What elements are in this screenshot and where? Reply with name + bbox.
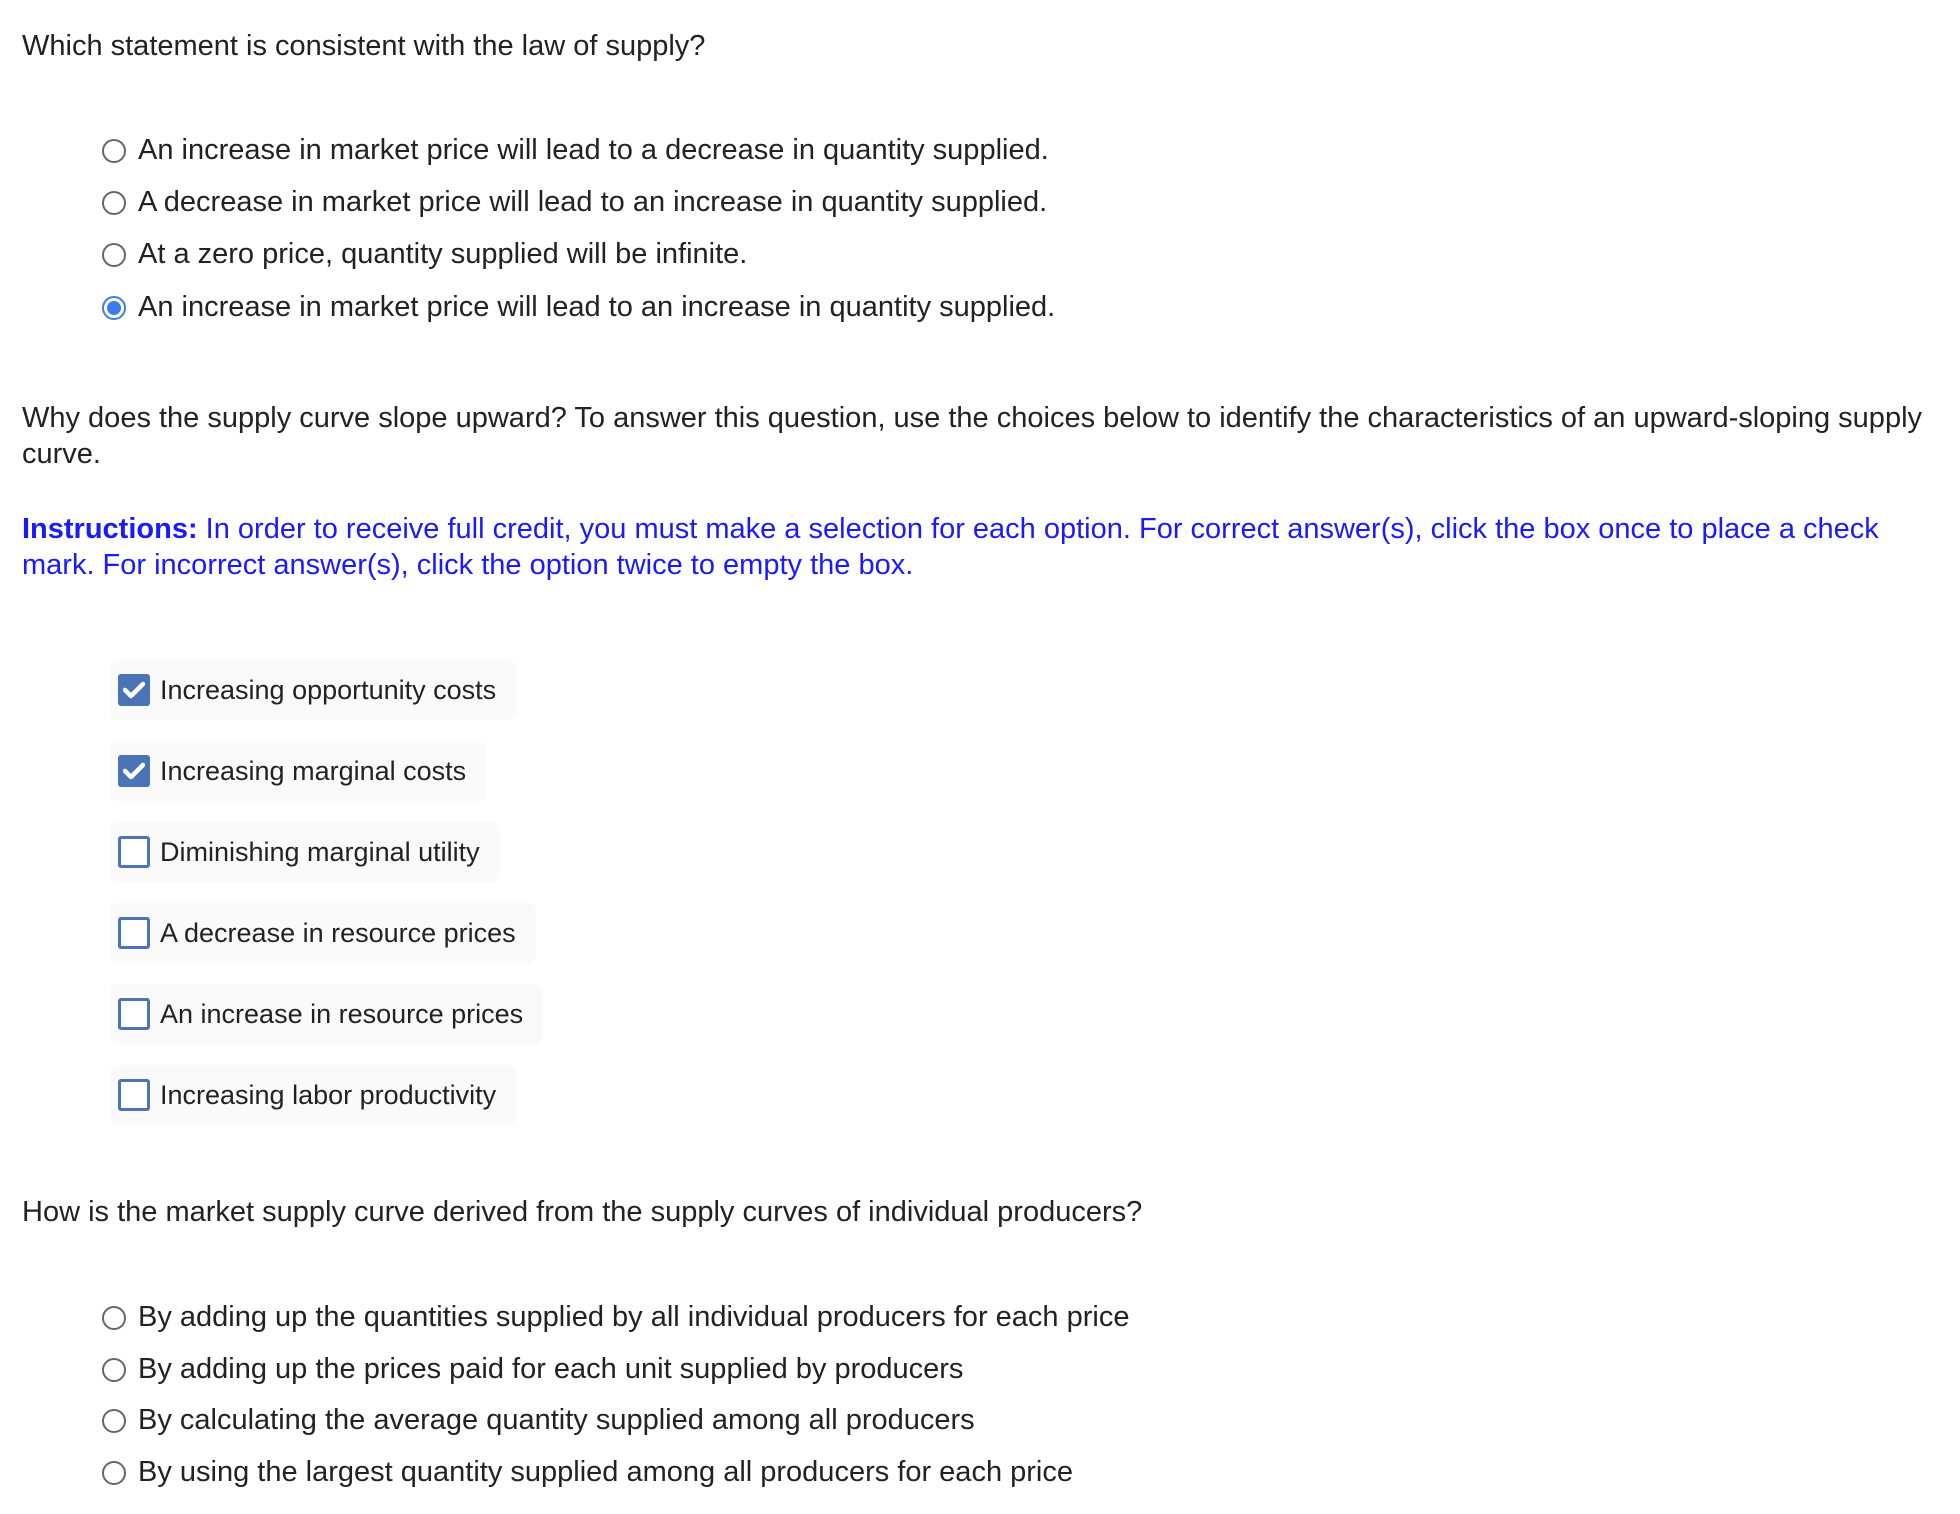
option-label: Diminishing marginal utility bbox=[160, 836, 480, 867]
checkbox-option[interactable] bbox=[110, 741, 486, 801]
q1-option[interactable] bbox=[102, 186, 1047, 219]
option-label: An increase in resource prices bbox=[160, 998, 524, 1029]
radio-button[interactable] bbox=[102, 243, 126, 267]
check-icon bbox=[123, 681, 145, 699]
checkbox-option[interactable] bbox=[110, 1065, 516, 1125]
radio-button[interactable] bbox=[102, 191, 126, 215]
checkbox-option[interactable] bbox=[110, 984, 543, 1044]
q3-option[interactable] bbox=[102, 1404, 975, 1437]
instructions-text: In order to receive full credit, you must make a selection for each option. For correct answer(s), click the box once to place a check mark. For incorrect answer(s), click the option twice to empty the box. bbox=[22, 513, 1879, 581]
q1-option[interactable] bbox=[102, 134, 1049, 167]
radio-button[interactable] bbox=[102, 1461, 126, 1485]
checkbox-option[interactable] bbox=[110, 903, 536, 963]
checkbox-option[interactable] bbox=[110, 822, 500, 882]
option-label: Increasing marginal costs bbox=[160, 755, 467, 786]
checkbox[interactable] bbox=[118, 917, 150, 949]
option-label: Increasing opportunity costs bbox=[160, 674, 497, 705]
checkbox-option[interactable] bbox=[110, 660, 516, 720]
q3-option[interactable] bbox=[102, 1353, 963, 1386]
option-label: At a zero price, quantity supplied will be infinite. bbox=[138, 238, 748, 270]
option-label: A decrease in resource prices bbox=[160, 917, 516, 948]
option-label: By using the largest quantity supplied among all producers for each price bbox=[138, 1456, 1073, 1488]
q1-option[interactable] bbox=[102, 238, 747, 271]
q3-option[interactable] bbox=[102, 1301, 1129, 1334]
question-3-text: How is the market supply curve derived from the supply curves of individual producers? bbox=[22, 1196, 1143, 1228]
radio-button[interactable] bbox=[102, 1409, 126, 1433]
checkbox[interactable] bbox=[118, 998, 150, 1030]
option-label: By adding up the quantities supplied by all individual producers for each price bbox=[138, 1301, 1130, 1333]
option-label: A decrease in market price will lead to an increase in quantity supplied. bbox=[138, 186, 1048, 218]
radio-button[interactable] bbox=[102, 1358, 126, 1382]
radio-button[interactable] bbox=[102, 139, 126, 163]
checkbox[interactable] bbox=[118, 836, 150, 868]
radio-button[interactable] bbox=[102, 1306, 126, 1330]
option-label: An increase in market price will lead to an increase in quantity supplied. bbox=[138, 291, 1056, 323]
option-label: By adding up the prices paid for each unit supplied by producers bbox=[138, 1353, 964, 1385]
question-1-text: Which statement is consistent with the law of supply? bbox=[22, 30, 706, 62]
option-label: By calculating the average quantity supplied among all producers bbox=[138, 1404, 975, 1436]
checkbox[interactable] bbox=[118, 674, 150, 706]
option-label: An increase in market price will lead to a decrease in quantity supplied. bbox=[138, 134, 1049, 166]
check-icon bbox=[123, 762, 145, 780]
instructions bbox=[22, 511, 1902, 583]
q3-option[interactable] bbox=[102, 1456, 1073, 1489]
question-2-text: Why does the supply curve slope upward? To answer this question, use the choices below to identify the characteristics of an upward-sloping supply curve. bbox=[22, 402, 1923, 470]
option-label: Increasing labor productivity bbox=[160, 1079, 497, 1110]
q1-option[interactable] bbox=[102, 291, 1055, 324]
checkbox[interactable] bbox=[118, 755, 150, 787]
radio-button[interactable] bbox=[102, 296, 126, 320]
instructions-label: Instructions: bbox=[22, 513, 198, 545]
checkbox[interactable] bbox=[118, 1079, 150, 1111]
